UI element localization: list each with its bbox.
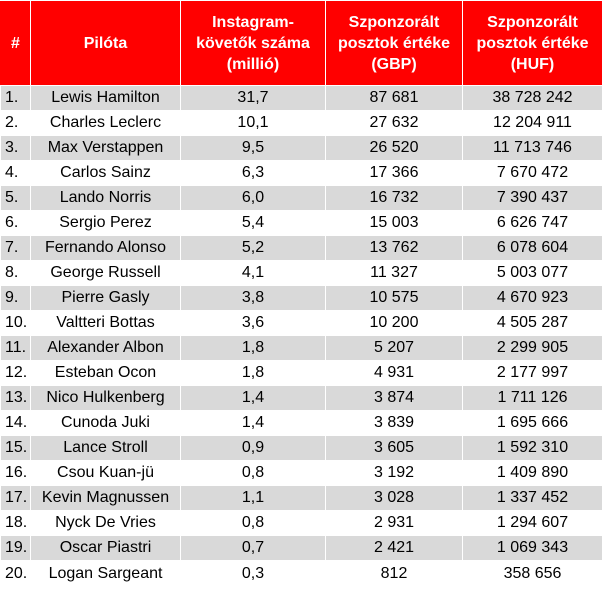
followers-cell: 0,7: [181, 536, 326, 561]
followers-cell: 3,6: [181, 311, 326, 336]
gbp-cell: 812: [326, 561, 463, 587]
table-row: [1, 186, 602, 211]
driver-cell: Fernando Alonso: [31, 236, 181, 261]
rank-cell: 13.: [1, 386, 31, 411]
huf-cell: 7 670 472: [463, 161, 602, 186]
gbp-cell: 2 931: [326, 511, 463, 536]
rank-cell: 3.: [1, 136, 31, 161]
table-header: [1, 1, 602, 86]
rank-cell: 19.: [1, 536, 31, 561]
huf-cell: 12 204 911: [463, 111, 602, 136]
header-huf-line: posztok értéke: [476, 34, 589, 52]
table-row: [1, 536, 602, 561]
rank-cell: 10.: [1, 311, 31, 336]
huf-cell: 6 626 747: [463, 211, 602, 236]
driver-cell: Lando Norris: [31, 186, 181, 211]
huf-cell: 1 409 890: [463, 461, 602, 486]
table-row: [1, 511, 602, 536]
gbp-cell: 4 931: [326, 361, 463, 386]
table-row: [1, 561, 602, 587]
gbp-cell: 3 874: [326, 386, 463, 411]
rank-cell: 15.: [1, 436, 31, 461]
table-row: [1, 336, 602, 361]
huf-cell: 1 695 666: [463, 411, 602, 436]
followers-cell: 5,4: [181, 211, 326, 236]
rank-cell: 11.: [1, 336, 31, 361]
rank-cell: 14.: [1, 411, 31, 436]
huf-cell: 1 294 607: [463, 511, 602, 536]
gbp-cell: 13 762: [326, 236, 463, 261]
gbp-cell: 26 520: [326, 136, 463, 161]
table-row: [1, 286, 602, 311]
rank-cell: 2.: [1, 111, 31, 136]
huf-cell: 7 390 437: [463, 186, 602, 211]
rank-cell: 8.: [1, 261, 31, 286]
header-followers-line: követők száma: [196, 34, 310, 52]
header-huf: [463, 1, 602, 86]
huf-cell: 6 078 604: [463, 236, 602, 261]
table-row: [1, 361, 602, 386]
header-gbp-line: posztok értéke: [337, 34, 451, 52]
table-body: [1, 86, 602, 587]
followers-cell: 5,2: [181, 236, 326, 261]
followers-cell: 1,4: [181, 411, 326, 436]
followers-cell: 10,1: [181, 111, 326, 136]
gbp-cell: 3 605: [326, 436, 463, 461]
followers-cell: 6,3: [181, 161, 326, 186]
followers-cell: 1,1: [181, 486, 326, 511]
driver-cell: Max Verstappen: [31, 136, 181, 161]
rank-cell: 20.: [1, 561, 31, 587]
gbp-cell: 5 207: [326, 336, 463, 361]
driver-cell: Logan Sargeant: [31, 561, 181, 587]
huf-cell: 2 299 905: [463, 336, 602, 361]
driver-cell: Cunoda Juki: [31, 411, 181, 436]
driver-cell: Pierre Gasly: [31, 286, 181, 311]
header-gbp-line: (GBP): [371, 55, 417, 73]
gbp-cell: 10 200: [326, 311, 463, 336]
table-row: [1, 136, 602, 161]
rank-cell: 5.: [1, 186, 31, 211]
header-driver: Pilóta: [31, 1, 181, 86]
driver-cell: Nico Hulkenberg: [31, 386, 181, 411]
driver-cell: Alexander Albon: [31, 336, 181, 361]
driver-cell: Lance Stroll: [31, 436, 181, 461]
gbp-cell: 3 192: [326, 461, 463, 486]
followers-cell: 1,8: [181, 361, 326, 386]
rank-cell: 4.: [1, 161, 31, 186]
followers-cell: 3,8: [181, 286, 326, 311]
driver-cell: Sergio Perez: [31, 211, 181, 236]
header-followers: [181, 1, 326, 86]
huf-cell: 11 713 746: [463, 136, 602, 161]
driver-cell: Kevin Magnussen: [31, 486, 181, 511]
header-followers-line: (millió): [226, 55, 280, 73]
followers-cell: 0,8: [181, 511, 326, 536]
huf-cell: 2 177 997: [463, 361, 602, 386]
driver-cell: Lewis Hamilton: [31, 86, 181, 111]
gbp-cell: 3 839: [326, 411, 463, 436]
gbp-cell: 87 681: [326, 86, 463, 111]
table-row: [1, 111, 602, 136]
followers-cell: 31,7: [181, 86, 326, 111]
driver-cell: Nyck De Vries: [31, 511, 181, 536]
table-row: [1, 86, 602, 111]
followers-cell: 4,1: [181, 261, 326, 286]
huf-cell: 4 505 287: [463, 311, 602, 336]
gbp-cell: 17 366: [326, 161, 463, 186]
driver-cell: Valtteri Bottas: [31, 311, 181, 336]
rank-cell: 1.: [1, 86, 31, 111]
gbp-cell: 15 003: [326, 211, 463, 236]
rank-cell: 9.: [1, 286, 31, 311]
followers-cell: 6,0: [181, 186, 326, 211]
gbp-cell: 16 732: [326, 186, 463, 211]
rank-cell: 6.: [1, 211, 31, 236]
gbp-cell: 2 421: [326, 536, 463, 561]
followers-cell: 1,8: [181, 336, 326, 361]
rank-cell: 7.: [1, 236, 31, 261]
header-huf-line: Szponzorált: [487, 13, 578, 31]
header-row: [1, 1, 602, 86]
driver-cell: Csou Kuan-jü: [31, 461, 181, 486]
header-followers-line: Instagram-: [212, 13, 294, 31]
huf-cell: 1 069 343: [463, 536, 602, 561]
followers-cell: 9,5: [181, 136, 326, 161]
huf-cell: 5 003 077: [463, 261, 602, 286]
huf-cell: 1 711 126: [463, 386, 602, 411]
rank-cell: 17.: [1, 486, 31, 511]
table-row: [1, 486, 602, 511]
rank-cell: 16.: [1, 461, 31, 486]
gbp-cell: 3 028: [326, 486, 463, 511]
table-row: [1, 411, 602, 436]
huf-cell: 358 656: [463, 561, 602, 587]
driver-cell: Esteban Ocon: [31, 361, 181, 386]
huf-cell: 38 728 242: [463, 86, 602, 111]
header-huf-line: (HUF): [510, 55, 555, 73]
huf-cell: 4 670 923: [463, 286, 602, 311]
table-row: [1, 386, 602, 411]
driver-cell: Oscar Piastri: [31, 536, 181, 561]
driver-cell: George Russell: [31, 261, 181, 286]
table-row: [1, 211, 602, 236]
driver-cell: Charles Leclerc: [31, 111, 181, 136]
header-gbp-line: Szponzorált: [348, 13, 440, 31]
gbp-cell: 27 632: [326, 111, 463, 136]
table-row: [1, 236, 602, 261]
followers-cell: 0,3: [181, 561, 326, 587]
followers-cell: 0,8: [181, 461, 326, 486]
rank-cell: 18.: [1, 511, 31, 536]
table-row: [1, 161, 602, 186]
header-gbp: [326, 1, 463, 86]
driver-cell: Carlos Sainz: [31, 161, 181, 186]
rank-cell: 12.: [1, 361, 31, 386]
gbp-cell: 10 575: [326, 286, 463, 311]
followers-cell: 0,9: [181, 436, 326, 461]
header-rank: #: [1, 1, 31, 86]
table-row: [1, 311, 602, 336]
table-row: [1, 436, 602, 461]
followers-cell: 1,4: [181, 386, 326, 411]
huf-cell: 1 592 310: [463, 436, 602, 461]
gbp-cell: 11 327: [326, 261, 463, 286]
table-row: [1, 261, 602, 286]
huf-cell: 1 337 452: [463, 486, 602, 511]
table-row: [1, 461, 602, 486]
